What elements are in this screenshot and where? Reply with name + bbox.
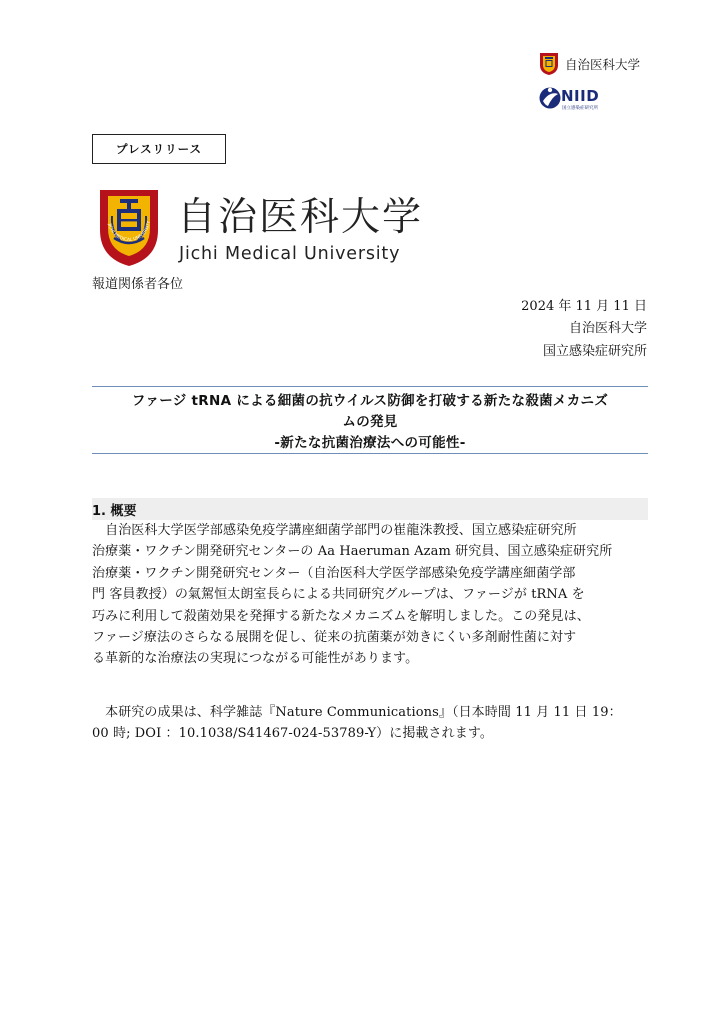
header-jichi-label: 自治医科大学 xyxy=(565,57,641,72)
logo-name-jp: 自治医科大学 xyxy=(177,195,424,240)
niid-logo-text: NIID xyxy=(561,87,600,105)
press-release-label: プレスリリース xyxy=(115,142,203,156)
release-date: 2024 年 11 月 11 日 xyxy=(521,299,647,314)
paragraph-line: 治療薬・ワクチン開発研究センターの Aa Haeruman Azam 研究員、国立感染症研究所 xyxy=(92,544,613,560)
title-subtitle: -新たな抗菌治療法への可能性- xyxy=(274,435,466,451)
date-block xyxy=(420,297,647,362)
paragraph-line: 自治医科大学医学部感染免疫学講座細菌学部門の崔龍洙教授、国立感染症研究所 xyxy=(92,523,577,538)
niid-mark-icon xyxy=(539,85,561,111)
section-heading-bar xyxy=(92,498,648,520)
header-jichi-logo xyxy=(539,52,640,76)
paragraph-line: ファージ療法のさらなる展開を促し、従来の抗菌薬が効きにくい多剤耐性菌に対す xyxy=(92,630,577,646)
jichi-emblem-icon xyxy=(98,188,160,268)
university-logo xyxy=(98,188,432,268)
paragraph-line: 巧みに利用して殺菌効果を発揮する新たなメカニズムを解明しました。この発見は、 xyxy=(92,608,590,624)
addressee: 報道関係者各位 xyxy=(92,277,184,292)
paragraph-line: 門 客員教授）の氣駕恒太朗室長らによる共同研究グループは、ファージが tRNA を xyxy=(92,587,585,603)
niid-logo-subtext: 国立感染症研究所 xyxy=(562,106,598,111)
title-line-1: ファージ tRNA による細菌の抗ウイルス防御を打破する新たな殺菌メカニズ xyxy=(131,393,609,409)
title-top-rule xyxy=(92,386,648,387)
header-niid-logo xyxy=(539,84,601,112)
title-bottom-rule xyxy=(92,453,648,454)
emblem-ring-text: JICHI MEDICAL UNIVERSITY xyxy=(106,220,153,244)
title-line-2: ムの発見 xyxy=(342,414,398,430)
logo-name-en: Jichi Medical University xyxy=(179,244,401,264)
publication-paragraph xyxy=(92,702,652,745)
paragraph-line: 治療薬・ワクチン開発研究センター（自治医科大学医学部感染免疫学講座細菌学部 xyxy=(92,565,576,581)
press-release-box xyxy=(92,134,226,164)
org-niid: 国立感染症研究所 xyxy=(542,344,647,359)
jichi-emblem-small-icon xyxy=(539,52,559,76)
paragraph-line: る革新的な治療法の実現につながる可能性があります。 xyxy=(92,651,419,667)
section-heading: 1. 概要 xyxy=(92,504,137,519)
org-jichi: 自治医科大学 xyxy=(568,321,647,336)
paragraph-line: 本研究の成果は、科学雑誌『Nature Communications』（日本時間 11 月 11 日 19： xyxy=(92,705,622,720)
overview-paragraph xyxy=(92,520,652,670)
paragraph-line: 00 時; DOI ：10.1038/S41467-024-53789-Y）に掲載されます。 xyxy=(92,726,493,742)
